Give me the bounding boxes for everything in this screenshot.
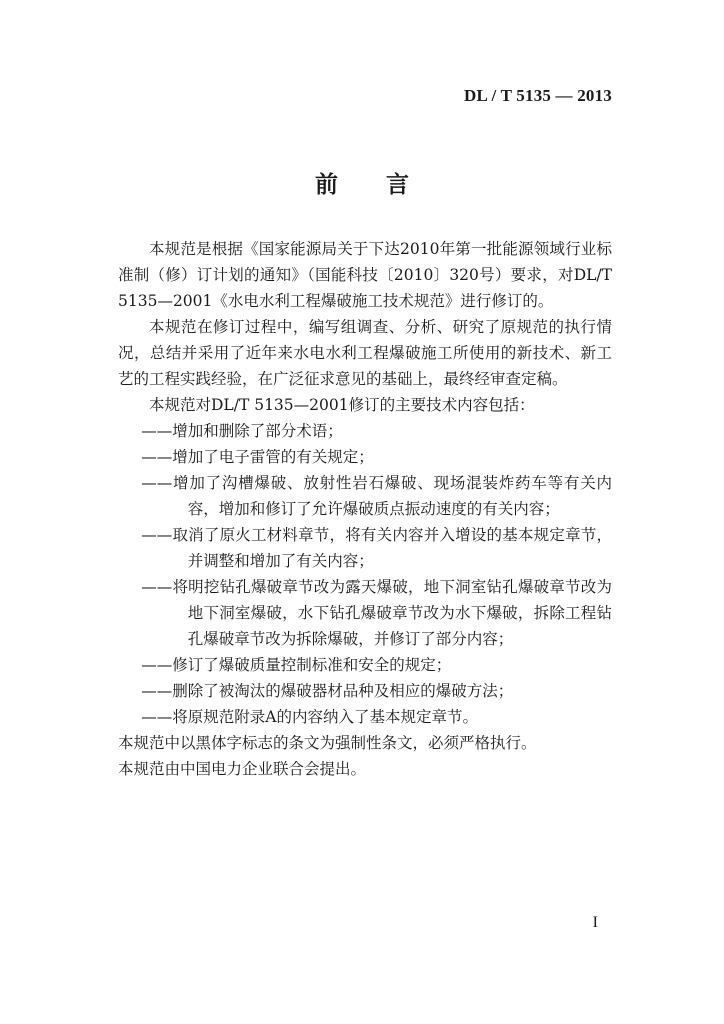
change-item: ——将原规范附录A的内容纳入了基本规定章节。 [141,708,478,726]
standard-code: DL / T 5135 — 2013 [464,86,612,105]
mandatory-clause-note: 本规范中以黑体字标志的条文为强制性条文，必须严格执行。 [118,734,537,752]
page-number: I [592,914,598,931]
change-item: ——增加了沟槽爆破、放射性岩石爆破、现场混装炸药车等有关内容，增加和修订了允许爆破质点振动速度的有关内容； [141,474,612,518]
change-item: ——删除了被淘汰的爆破器材品种及相应的爆破方法； [141,682,514,700]
paragraph-revision-basis: 本规范是根据《国家能源局关于下达2010年第一批能源领域行业标准制（修）订计划的通知》（国能科技〔2010〕320号）要求，对DL/T 5135—2001《水电水利工程爆破施工技术规范》进行修订的。 [118,240,612,310]
change-item: ——取消了原火工材料章节，将有关内容并入增设的基本规定章节，并调整和增加了有关内容； [141,526,612,570]
change-item: ——修订了爆破质量控制标准和安全的规定； [141,656,452,674]
proposer-note: 本规范由中国电力企业联合会提出。 [118,760,367,778]
paragraph-revision-process: 本规范在修订过程中，编写组调查、分析、研究了原规范的执行情况，总结并采用了近年来水电水利工程爆破施工所使用的新技术、新工艺的工程实践经验，在广泛征求意见的基础上，最终经审查定稿。 [118,318,612,388]
change-item: ——增加了电子雷管的有关规定； [141,448,374,466]
preface-body [118,236,612,782]
changes-intro: 本规范对DL/T 5135—2001修订的主要技术内容包括： [149,396,535,414]
page-title: 前言 [315,171,457,198]
change-item: ——将明挖钻孔爆破章节改为露天爆破，地下洞室钻孔爆破章节改为地下洞室爆破，水下钻孔爆破章节改为水下爆破，拆除工程钻孔爆破章节改为拆除爆破，并修订了部分内容； [141,578,612,648]
change-item: ——增加和删除了部分术语； [141,422,343,440]
